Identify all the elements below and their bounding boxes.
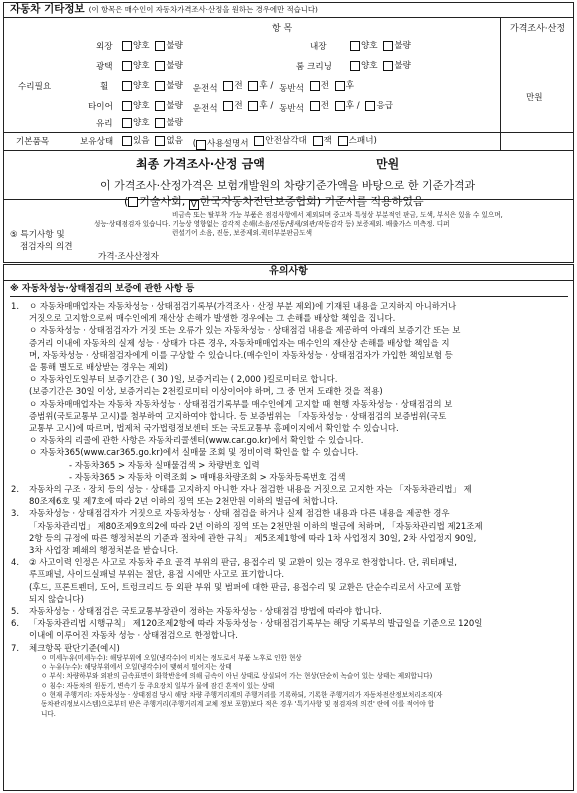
final-amount-unit: 만원	[376, 157, 400, 171]
checkbox[interactable]	[122, 61, 132, 71]
checkbox[interactable]	[248, 101, 258, 111]
section-title: 자동차 기타정보	[10, 3, 85, 16]
checkbox[interactable]	[122, 118, 132, 128]
checkbox[interactable]	[335, 81, 345, 91]
notice-line: 2항 등의 규정에 따른 행정처분의 기준과 절차에 관한 규칙」 제5조제1항에 따라 1차 사업정지 30일, 2차 사업정지 90일,	[29, 532, 477, 543]
row-label-room-cleaning: 룸 크리닝	[296, 62, 332, 72]
gloss-options: 양호 불량	[122, 61, 186, 75]
tire-options: 양호 불량 운전석 전 후 / 동반석 전 후 / 응급	[122, 101, 396, 115]
final-amount-label: 최종 가격조사·산정 금액	[136, 157, 265, 171]
notice-header: 유의사항	[3, 264, 574, 281]
checkbox[interactable]	[254, 136, 264, 146]
repair-needed-label: 수리필요	[18, 82, 52, 92]
notice-line: - 자동차365 > 자동차 실매물검색 > 차량번호 입력	[69, 459, 260, 470]
checkbox[interactable]	[155, 41, 165, 51]
row-label-exterior: 외장	[96, 42, 113, 52]
notice-line: 증거리 이내에 자동차의 실제 성능 · 상태가 다른 경우, 자동차매매업자는 매수인의 재산상 손해를 배상할 책임을 지	[29, 337, 450, 348]
notice-line: 3. 자동차성능 · 상태점검자가 거짓으로 자동차성능 · 상태 점검을 하거나 실제 점검한 내용과 다른 내용을 제공한 경우	[11, 508, 450, 519]
special-notes-label-2: 점검자의 의견	[20, 242, 73, 252]
checkbox[interactable]	[313, 136, 323, 146]
notice-line: 3차 사업장 폐쇄의 행정처분을 받습니다.	[29, 545, 179, 556]
checkbox[interactable]	[155, 61, 165, 71]
checkbox[interactable]	[383, 61, 393, 71]
example-line: ㅇ 침수: 자동차의 원동기, 변속기 등 주요장치 일부가 물에 잠긴 흔적이 있는 상태	[41, 681, 275, 690]
notice-line: 6. 「자동차관리법 시행규칙」 제120조제2항에 따라 자동차성능 · 상태점검기록부는 해당 기록부의 발급일을 기준으로 120일	[11, 618, 483, 629]
notice-line: - 자동차365 > 자동차 이력조회 > 매매용차량조회 > 자동차등록번호 검색	[69, 471, 346, 482]
column-header-price: 가격조사·산정	[510, 24, 566, 34]
notice-line: 1. ㅇ 자동차매매업자는 자동차성능 · 상태점검기록부(가격조사 · 산정 부분 제외)에 기재된 내용을 고지하지 아니하거나	[11, 301, 457, 311]
checkbox[interactable]	[310, 81, 320, 91]
example-line: 니다.	[41, 709, 56, 718]
checkbox[interactable]	[350, 41, 360, 51]
section-header	[3, 2, 574, 18]
example-line: 동차관리정보시스템)으로부터 받은 주행거리(주행거리계 교체 정보 포함)보다 적은 경우 '특기사항 및 점검자의 의견' 란에 이를 적어야 합	[41, 700, 435, 709]
row-label-glass: 유리	[96, 119, 113, 129]
checkbox[interactable]	[223, 81, 233, 91]
checkbox[interactable]	[155, 81, 165, 91]
checkbox[interactable]	[383, 41, 393, 51]
wheel-options: 양호 불량 운전석 전 후 / 동반석 전 후	[122, 81, 357, 95]
notice-items	[11, 300, 568, 719]
notice-line: 거짓으로 고지함으로써 매수인에게 재산상 손해가 발생한 경우에는 그 손해를 배상할 책임을 집니다.	[29, 313, 396, 324]
room-cleaning-options: 양호 불량	[350, 61, 414, 75]
row-label-gloss: 광택	[96, 62, 113, 72]
notice-body	[3, 281, 574, 791]
checkbox[interactable]	[350, 61, 360, 71]
interior-options: 양호 불량	[350, 41, 414, 55]
checkbox[interactable]	[338, 136, 348, 146]
example-line: ㅇ 현재 주행거리: 자동차성능 · 상태점검 당시 해당 차량 주행거리계의 주행거리를 기록하되, 기록한 주행거리가 자동차전산정보처리조직(자	[41, 691, 443, 700]
row-label-interior: 내장	[310, 42, 327, 52]
checkbox-kaida-checked[interactable]: V	[190, 200, 197, 210]
notice-line: 며, 자동차성능 · 상태점검자에게 이를 구상할 수 있습니다.(매수인이 자동차성능 · 상태점검자가 가입한 책임보험 등	[29, 349, 453, 360]
warranty-title: ※ 자동차성능·상태점검의 보증에 관한 사항 등	[10, 284, 195, 294]
checkbox[interactable]	[196, 140, 206, 150]
checkbox[interactable]	[122, 136, 132, 146]
row-label-tire: 타이어	[88, 102, 113, 112]
notice-line: 80조제6호 및 제7호에 따라 2년 이하의 징역 또는 2천만원 이하의 벌금에 처합니다.	[29, 496, 338, 507]
notice-line: (보증기간은 30일 이상, 보증거리는 2천킬로미터 이상이어야 하며, 그 중 먼저 도래한 것을 적용)	[29, 386, 383, 397]
checkbox[interactable]	[122, 81, 132, 91]
example-line: ㅇ 누유(누수): 해당부위에서 오일(냉각수)이 맺혀서 떨어지는 상태	[41, 663, 232, 672]
section-note: (이 항목은 매수인이 자동차가격조사·산정을 원하는 경우에만 적습니다)	[88, 5, 318, 15]
exterior-options: 양호 불량	[122, 41, 186, 55]
notice-line: 교통부 고시)에 따르며, 법제처 국가법령정보센터 또는 국토교통부 홈페이지에서 확인할 수 있습니다.	[29, 423, 399, 434]
example-line: ㅇ 부식: 차량하부와 외판의 금속표면이 화학반응에 의해 금속이 아닌 상태로 상실되어 가는 현상(단순히 녹슬어 있는 상태는 제외합니다)	[41, 672, 433, 681]
checkbox[interactable]	[365, 101, 375, 111]
checkbox[interactable]	[335, 101, 345, 111]
checkbox[interactable]	[122, 41, 132, 51]
example-line: ㅇ 미세누유(미세누수): 해당부위에 오일(냉각수)이 비치는 정도로서 부품 노후로 인한 현상	[41, 653, 302, 662]
notice-line: (후드, 프론트펜더, 도어, 트렁크리드 등 외판 부위 및 범퍼에 대한 판금, 용접수리 및 교환은 단순수리로서 사고에 포함	[29, 581, 461, 592]
notice-line: ㅇ 자동차의 리콜에 관한 사항은 자동차리콜센터(www.car.go.kr)에서 확인할 수 있습니다.	[29, 435, 364, 446]
other-info-table	[3, 17, 574, 263]
notice-line: 루프패널, 사이드실패널 부위는 절단, 용접 시에만 사고로 표기합니다.	[29, 569, 285, 580]
notice-line: 2. 자동차의 구조 · 장치 등의 성능 · 상태를 고지하지 아니한 자나 점검한 내용을 거짓으로 고지한 자는 「자동차관리법」 제	[11, 484, 472, 495]
notice-line: 이내에 이루어진 자동차 성능 · 상태점검으로 한정합니다.	[29, 630, 238, 641]
notice-line: 「자동차관리법」 제80조제9호의2에 따라 2년 이하의 징역 또는 2천만원 이하의 벌금에 처하며, 「자동차관리법 제21조제	[29, 520, 483, 531]
checkbox[interactable]	[310, 101, 320, 111]
column-header-item: 항 목	[272, 24, 293, 34]
notice-line: 증범위(국토교통부 고시)를 첨부하여 고지하여야 합니다. 등 보증범위는 「자동차성능 · 상태점검의 보증범위(국토	[29, 410, 447, 421]
notice-line: ㅇ 자동차365(www.car365.go.kr)에서 실매물 조회 및 정비이력 확인을 할 수 있습니다.	[29, 447, 359, 458]
notice-line: ㅇ 자동차매매업자는 자동차 자동차성능 · 상태점검기록부를 매수인에게 고지할 때 현행 자동차성능 · 상태점검의 보	[29, 398, 453, 409]
glass-options: 양호 불량	[122, 118, 186, 132]
special-notes-text: 비금속 또는 탈부착 가능 부품은 점검사항에서 제외되며 중고차 특성상 부분적인 판금, 도색, 부식은 있을 수 있으며, 성능·상태점검자 있습니다. 기능상 영향없는 감각적 손해(소음/진동/냉새/외관/작동감각 등) 보증제외. 배출가스 미측정. 디퍼 런셜기어 소음, 진동, 보증제외.퀵터부분판금도색	[94, 211, 503, 237]
checkbox[interactable]	[155, 101, 165, 111]
appraiser-label: 가격·조사산정자	[98, 252, 159, 262]
checkbox[interactable]	[248, 81, 258, 91]
notice-line: 4. ② 사고이력 인정은 사고로 자동차 주요 골격 부위의 판금, 용접수리 및 교환이 있는 경우로 한정합니다. 단, 쿼터패널,	[11, 557, 457, 568]
special-notes-label: ⑤ 특기사항 및	[10, 230, 65, 240]
row-label-wheel: 휠	[100, 82, 109, 92]
notice-line: ㅇ 자동차인도일부터 보증기간은 ( 30 )일, 보증거리는 ( 2,000 )킬로미터로 합니다.	[29, 374, 338, 385]
checkbox-tech-society[interactable]	[128, 197, 138, 207]
statement-line-1: 이 가격조사·산정가격은 보험개발원의 차량기준가액을 바탕으로 한 기준가격과	[100, 179, 476, 192]
notice-line: 7. 체크항목 판단기준(예시)	[11, 642, 120, 653]
notice-line: 을 통해 별도로 배상받는 경우는 제외)	[29, 362, 168, 373]
notice-line: ㅇ 자동차성능 · 상태점검자가 거짓 또는 오류가 있는 자동차성능 · 상태점검 내용을 제공하여 아래의 보증기간 또는 보	[29, 325, 461, 336]
checkbox[interactable]	[155, 118, 165, 128]
checkbox[interactable]	[223, 101, 233, 111]
statement-line-2: ( 기술사회, V 한국자동차진단보증협회) 기준서를 적용하였음	[124, 195, 424, 210]
basic-items-label: 기본품목	[16, 137, 50, 147]
row-label-possession: 보유상태	[80, 137, 114, 147]
notice-line: 5. 자동차성능 · 상태점검은 국토교통부장관이 정하는 자동차성능 · 상태점검 방법에 따라야 합니다.	[11, 606, 382, 617]
possession-options: 있음 없음 ( 사용설명서 안전삼각대 잭 스패너 )	[122, 136, 380, 150]
checkbox[interactable]	[122, 101, 132, 111]
price-value: 만원	[526, 93, 543, 103]
checkbox[interactable]	[155, 136, 165, 146]
notice-line: 되지 않습니다)	[29, 593, 84, 604]
inspection-record-page	[3, 2, 574, 791]
